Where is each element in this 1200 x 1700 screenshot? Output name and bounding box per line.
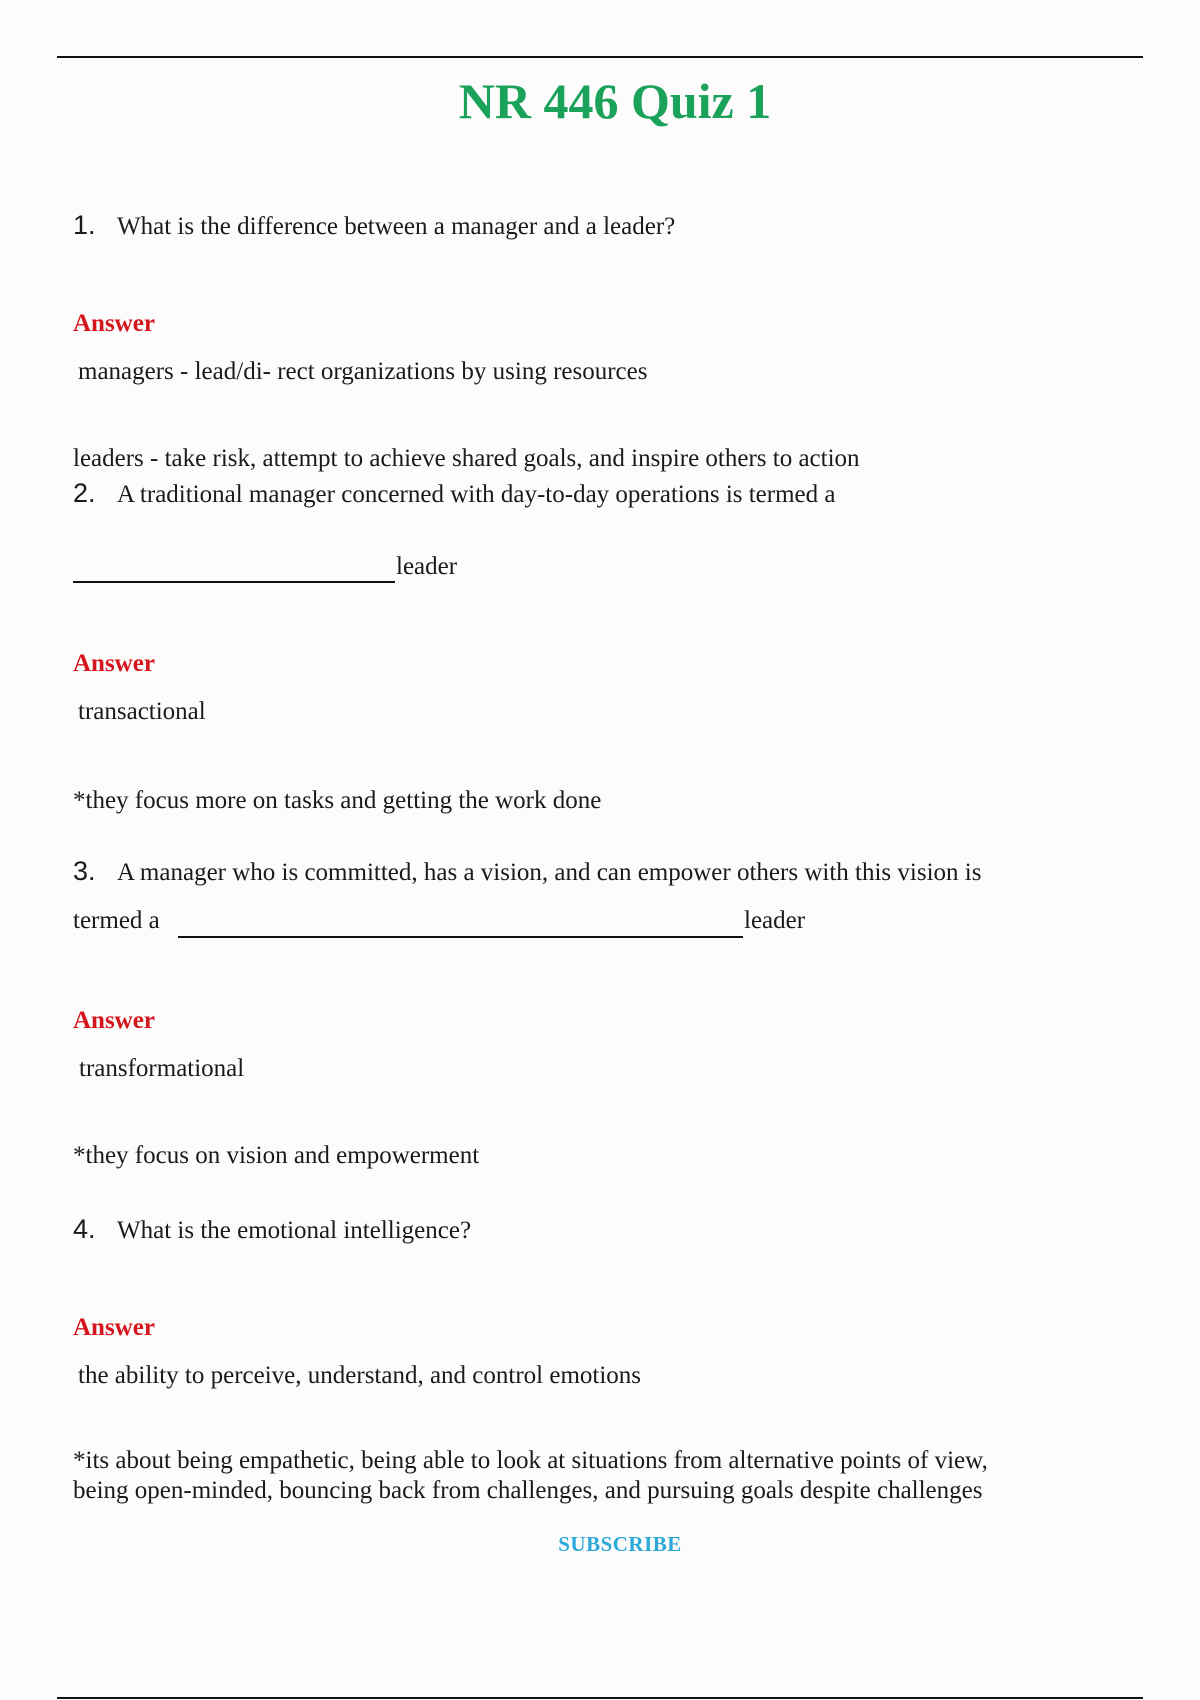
question-2-blank-suffix: leader: [396, 553, 458, 580]
answer-4-label: Answer: [73, 1314, 155, 1341]
question-2-text: A traditional manager concerned with day-to-day operations is termed a: [117, 481, 836, 508]
answer-1-line-1: managers - lead/di- rect organizations by using resources: [78, 358, 648, 385]
answer-1-line-2: leaders - take risk, attempt to achieve shared goals, and inspire others to action: [73, 445, 860, 472]
question-3-continuation: termed a: [73, 907, 160, 934]
question-3-blank-line: [178, 936, 743, 938]
question-3-number: 3.: [73, 856, 96, 886]
answer-2-line-1: transactional: [78, 698, 206, 725]
subscribe-link[interactable]: SUBSCRIBE: [558, 1532, 682, 1556]
answer-4-line-3: being open-minded, bouncing back from challenges, and pursuing goals despite challenges: [73, 1477, 983, 1504]
question-3-blank-suffix: leader: [744, 907, 806, 934]
page-title: NR 446 Quiz 1: [458, 73, 772, 129]
question-4-number: 4.: [73, 1214, 96, 1244]
answer-1-label: Answer: [73, 310, 155, 337]
answer-3-line-2: *they focus on vision and empowerment: [73, 1142, 480, 1169]
answer-4-line-1: the ability to perceive, understand, and control emotions: [78, 1362, 642, 1389]
question-2-number: 2.: [73, 478, 96, 508]
question-3-text: A manager who is committed, has a vision, and can empower others with this vision is: [117, 859, 982, 886]
answer-2-line-2: *they focus more on tasks and getting the work done: [73, 787, 602, 814]
answer-2-label: Answer: [73, 650, 155, 677]
question-1-text: What is the difference between a manager and a leader?: [117, 213, 676, 240]
answer-4-line-2: *its about being empathetic, being able to look at situations from alternative points of view,: [73, 1447, 988, 1474]
bottom-rule: [57, 1697, 1143, 1699]
answer-3-label: Answer: [73, 1007, 155, 1034]
question-4-text: What is the emotional intelligence?: [117, 1217, 472, 1244]
question-1-number: 1.: [73, 210, 96, 240]
answer-3-line-1: transformational: [79, 1055, 245, 1082]
question-2-blank-line: [73, 581, 395, 583]
top-rule: [57, 56, 1143, 58]
